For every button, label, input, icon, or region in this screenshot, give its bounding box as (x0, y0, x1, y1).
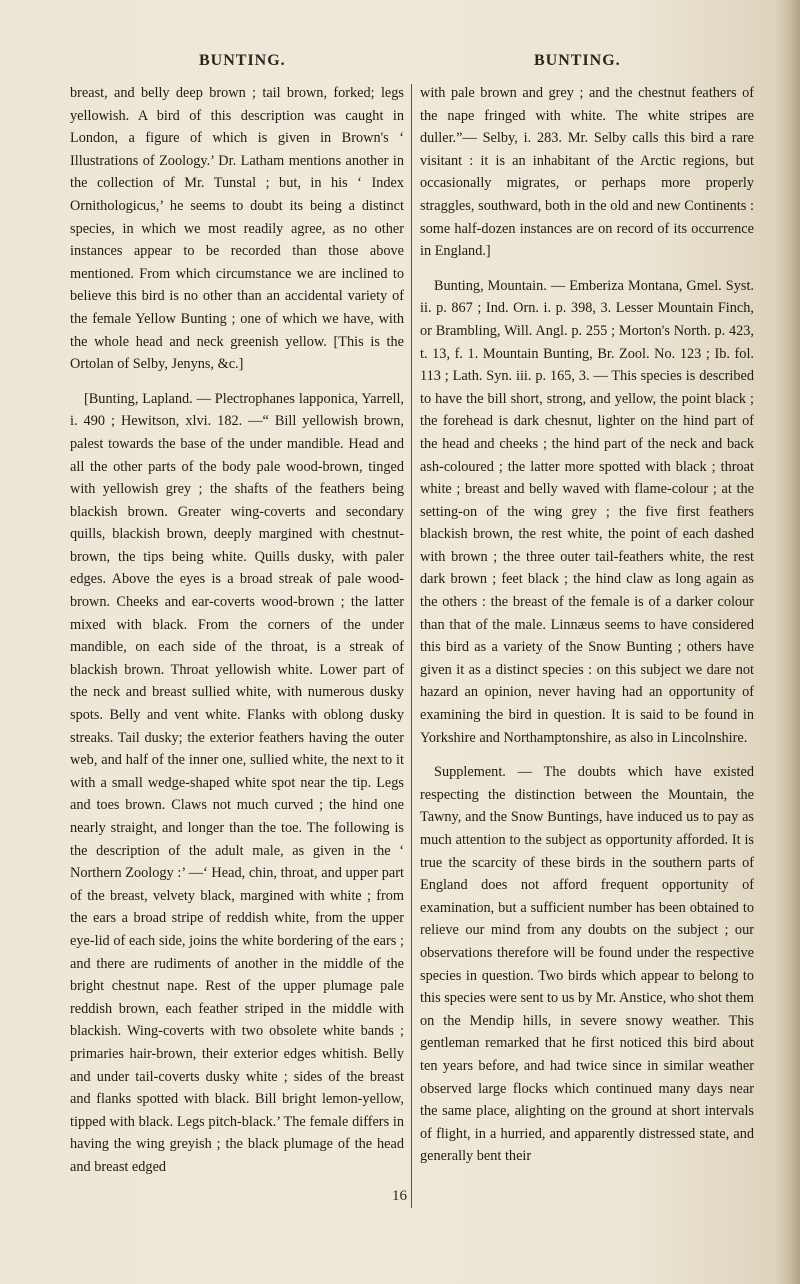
right-column (420, 82, 754, 1180)
running-head-right: BUNTING. (534, 52, 621, 69)
left-column (70, 82, 404, 1191)
paragraph-continued: breast, and belly deep brown ; tail brown, forked; legs yellowish. A bird of this description was caught in London, a figure of which is given in Brown's ‘ Illustrations of Zoology.’ Dr. Latham mentions another in the collection of Mr. Tunstal ; but, in his ‘ Index Ornithologicus,’ he seems to doubt its being a distinct species, in which we most readily agree, as no other instances appear to be recorded than those above mentioned. From which circumstance we are inclined to believe this bird is no other than an accidental variety of the female Yellow Bunting ; one of which we have, with the whole head and neck greenish yellow. [This is the Ortolan of Selby, Jenyns, &c.] (70, 85, 404, 373)
page-edge-shadow (774, 0, 800, 1284)
running-head-left: BUNTING. (199, 52, 286, 69)
paragraph-lapland-bunting: [Bunting, Lapland. — Plectrophanes lapponica, Yarrell, i. 490 ; Hewitson, xlvi. 182. —“ Bill yellowish brown, palest towards the base of the under mandible. Head and all the other parts of the body pale wood-brown, tinged with yellowish grey ; the shafts of the feathers being blackish brown. Greater wing-coverts and secondary quills, blackish brown, deeply margined with chestnut-brown, the tips being white. Quills dusky, with paler edges. Above the eyes is a broad streak of pale wood-brown. Cheeks and ear-coverts wood-brown ; the latter mixed with black. From the corners of the under mandible, on each side of the throat, is a streak of blackish brown. Throat yellowish white. Lower part of the neck and breast sullied white, with numerous dusky spots. Belly and vent white. Flanks with oblong dusky streaks. Tail dusky; the exterior feathers having the outer web, and half of the inner one, sullied white, the next to it with a small wedge-shaped white spot near the tip. Legs and toes brown. Claws not much curved ; the hind one nearly straight, and longer than the toe. The following is the description of the adult male, as given in the ‘ Northern Zoology :’ —‘ Head, chin, throat, and upper part of the breast, velvety black, margined with white ; from the ears a broad stripe of reddish white, from the upper eye-lid of each side, joins the white bordering of the ears ; and there are rudiments of another in the middle of the bright chestnut nape. Rest of the upper plumage pale reddish brown, each feather striped in the middle with blackish. Wing-coverts with two obsolete white bands ; primaries hair-brown, their exterior edges whitish. Belly and under tail-coverts dusky white ; sides of the breast and flanks spotted with black. Bill bright lemon-yellow, tipped with black. Legs pitch-black.’ The female differs in having the wing greyish ; the black plumage of the head and breast edged (70, 390, 404, 1175)
paragraph-continued: with pale brown and grey ; and the chestnut feathers of the nape fringed with white. The white stripes are duller.”— Selby, i. 283. Mr. Selby calls this bird a rare visitant : it is an inhabitant of the Arctic regions, but occasionally migrates, or perhaps more properly straggles, southward, both in the old and new Continents : some half-dozen instances are on record of its occurrence in England.] (420, 85, 754, 260)
column-divider (411, 84, 412, 1208)
page-number: 16 (392, 1188, 407, 1204)
paragraph-mountain-bunting: Bunting, Mountain. — Emberiza Montana, Gmel. Syst. ii. p. 867 ; Ind. Orn. i. p. 398, 3. Lesser Mountain Finch, or Brambling, Will. Angl. p. 255 ; Morton's North. p. 423, t. 13, f. 1. Mountain Bunting, Br. Zool. No. 123 ; Ib. fol. 113 ; Lath. Syn. iii. p. 165, 3. — This species is described to have the bill short, strong, and yellow, the point black ; the forehead is dark chesnut, lighter on the hind part of the head and cheeks ; the hind part of the neck and back ash-coloured ; the latter more spotted with black ; throat white ; breast and belly waved with flame-colour ; at the setting-on of the wing grey ; the five first feathers blackish brown, the rest white, the point of each dashed with brown ; the three outer tail-feathers white, the rest dark brown ; feet black ; the hind claw as long again as the others : the breast of the female is of a darker colour than that of the male. Linnæus seems to have considered this bird as a variety of the Snow Bunting ; others have given it as a distinct species : on this subject we dare not hazard an opinion, never having had an opportunity of examining the bird in question. It is said to be found in Yorkshire and Northamptonshire, as also in Lincolnshire. (420, 277, 754, 746)
paragraph-supplement: Supplement. — The doubts which have existed respecting the distinction between the Mountain, the Tawny, and the Snow Buntings, have induced us to pay as much attention to the subject as opportunity afforded. It is true the scarcity of these birds in the southern parts of England does not afford frequent opportunity of examination, but a sufficient number has been obtained to relieve our mind from any doubts on the subject ; our observations therefore will be found under the respective species in question. Two birds which appear to belong to this species were sent to us by Mr. Anstice, who shot them on the Mendip hills, in severe snowy weather. This gentleman remarked that he first noticed this bird about ten years before, and had twice since in similar weather observed large flocks which continued many days near the same place, alighting on the ground at short intervals of flight, in a hurried, and apparently distressed state, and generally bent their (420, 764, 754, 1165)
